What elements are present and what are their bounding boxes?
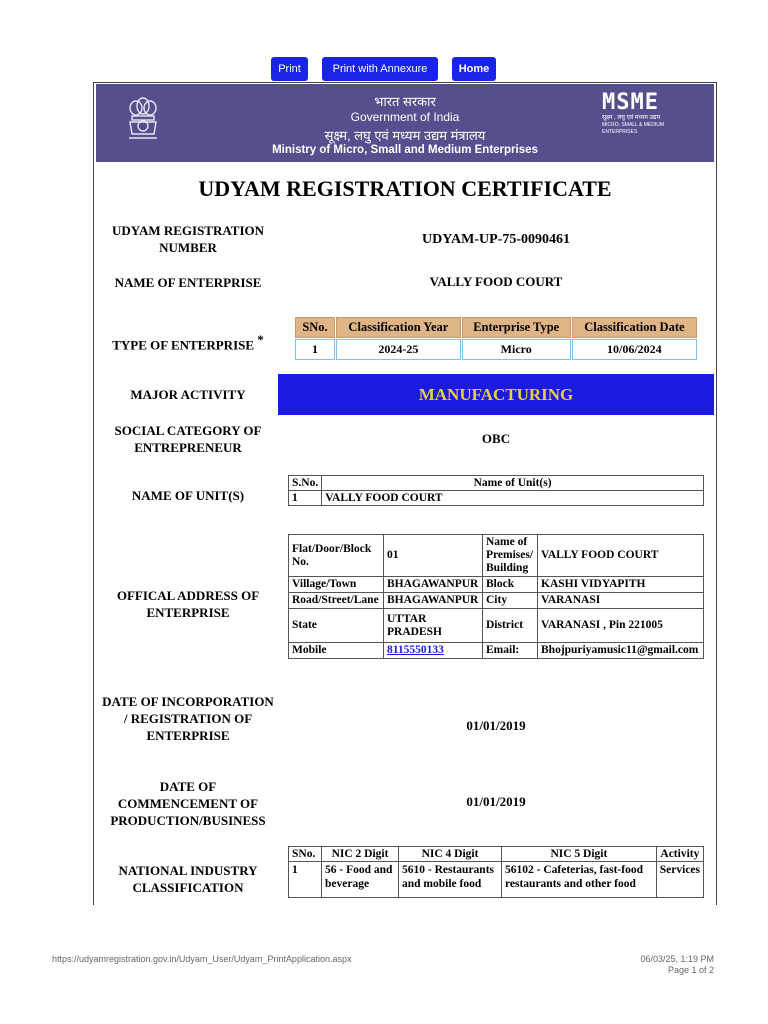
- table-cell: VALLY FOOD COURT: [322, 491, 704, 506]
- table-cell: 1: [289, 862, 322, 898]
- enterprise-type-label-text: TYPE OF ENTERPRISE: [112, 337, 255, 353]
- ministry-label: Ministry of Micro, Small and Medium Enterprises: [272, 144, 538, 156]
- table-header-cell: NIC 2 Digit: [322, 847, 399, 862]
- units-table: [288, 475, 704, 506]
- reg-number-label: UDYAM REGISTRATION NUMBER: [111, 223, 265, 255]
- document-border-left: [93, 82, 94, 905]
- table-header-cell: SNo.: [289, 847, 322, 862]
- document-border-right: [716, 82, 717, 905]
- address-table: [288, 534, 704, 659]
- major-activity-value: MANUFACTURING: [278, 374, 714, 415]
- msme-logo-text: MSME: [602, 90, 659, 115]
- table-header-row: [295, 317, 697, 338]
- hindi-government-label: भारत सरकार: [374, 94, 436, 109]
- table-header-cell: NIC 5 Digit: [502, 847, 657, 862]
- toolbar: [0, 57, 768, 81]
- table-cell: 56102 - Cafeterias, fast-food restaurants and other food: [502, 862, 657, 898]
- nic-label: NATIONAL INDUSTRY CLASSIFICATION: [118, 863, 258, 895]
- table-row: [289, 535, 704, 577]
- msme-logo-english: MICRO, SMALL & MEDIUM ENTERPRISES: [602, 122, 665, 135]
- commencement-label: DATE OF COMMENCEMENT OF PRODUCTION/BUSINESS: [110, 779, 266, 828]
- state-label: State: [289, 609, 384, 643]
- units-label: NAME OF UNIT(S): [131, 488, 245, 503]
- flat-label: Flat/Door/Block No.: [289, 535, 384, 577]
- district-label: District: [483, 609, 538, 643]
- enterprise-type-table: [294, 316, 698, 361]
- table-row: [295, 339, 697, 360]
- table-header-cell: Classification Year: [336, 317, 461, 338]
- social-category-label: SOCIAL CATEGORY OF ENTREPRENEUR: [114, 423, 262, 455]
- table-header-cell: NIC 4 Digit: [399, 847, 502, 862]
- required-star: *: [257, 332, 264, 347]
- footer-url: https://udyamregistration.gov.in/Udyam_User/Udyam_PrintApplication.aspx: [52, 954, 352, 964]
- village-value: BHAGAWANPUR: [384, 577, 483, 593]
- mobile-cell: [384, 643, 483, 659]
- enterprise-type-label: [100, 331, 276, 353]
- government-label: Government of India: [350, 110, 460, 124]
- enterprise-name-label: NAME OF ENTERPRISE: [114, 275, 262, 290]
- document-border-top: [93, 82, 717, 83]
- home-button[interactable]: Home: [452, 57, 496, 81]
- road-label: Road/Street/Lane: [289, 593, 384, 609]
- table-row: [289, 643, 704, 659]
- village-label: Village/Town: [289, 577, 384, 593]
- hindi-ministry-label: सूक्ष्म, लघु एवं मध्यम उद्यम मंत्रालय: [324, 128, 486, 143]
- address-label: OFFICAL ADDRESS OF ENTERPRISE: [116, 588, 260, 620]
- table-cell: Services: [656, 862, 703, 898]
- city-value: VARANASI: [538, 593, 704, 609]
- enterprise-name-value: VALLY FOOD COURT: [429, 274, 563, 289]
- table-header-cell: Name of Unit(s): [322, 476, 704, 491]
- table-cell: Micro: [462, 339, 571, 360]
- commencement-date: 01/01/2019: [466, 794, 526, 809]
- print-with-annexure-button[interactable]: Print with Annexure: [322, 57, 438, 81]
- footer-page-number: Page 1 of 2: [667, 965, 714, 975]
- table-row: [289, 862, 704, 898]
- table-header-cell: Enterprise Type: [462, 317, 571, 338]
- table-header-cell: Activity: [656, 847, 703, 862]
- certificate-title: UDYAM REGISTRATION CERTIFICATE: [198, 176, 612, 201]
- table-row: [289, 593, 704, 609]
- block-label: Block: [483, 577, 538, 593]
- nic-table: [288, 846, 704, 898]
- mobile-link[interactable]: 8115550133: [387, 644, 444, 656]
- reg-number-value: UDYAM-UP-75-0090461: [421, 232, 571, 247]
- table-header-row: [289, 476, 704, 491]
- table-cell: 56 - Food and beverage: [322, 862, 399, 898]
- msme-logo: [602, 92, 698, 136]
- table-cell: 1: [295, 339, 335, 360]
- state-value: UTTAR PRADESH: [384, 609, 483, 643]
- premises-value: VALLY FOOD COURT: [538, 535, 704, 577]
- table-cell: 1: [289, 491, 322, 506]
- social-category-value: OBC: [481, 431, 511, 446]
- table-cell: 10/06/2024: [572, 339, 697, 360]
- email-label: Email:: [483, 643, 538, 659]
- table-header-row: [289, 847, 704, 862]
- table-header-cell: SNo.: [295, 317, 335, 338]
- email-value: Bhojpuriyamusic11@gmail.com: [538, 643, 704, 659]
- table-row: [289, 491, 704, 506]
- table-cell: 2024-25: [336, 339, 461, 360]
- print-button[interactable]: Print: [271, 57, 308, 81]
- incorporation-label: DATE OF INCORPORATION / REGISTRATION OF ENTERPRISE: [102, 694, 274, 743]
- table-row: [289, 609, 704, 643]
- table-header-cell: S.No.: [289, 476, 322, 491]
- district-value: VARANASI , Pin 221005: [538, 609, 704, 643]
- mobile-label: Mobile: [289, 643, 384, 659]
- table-row: [289, 577, 704, 593]
- block-value: KASHI VIDYAPITH: [538, 577, 704, 593]
- flat-value: 01: [384, 535, 483, 577]
- major-activity-label: MAJOR ACTIVITY: [130, 387, 246, 402]
- table-cell: 5610 - Restaurants and mobile food: [399, 862, 502, 898]
- road-value: BHAGAWANPUR: [384, 593, 483, 609]
- city-label: City: [483, 593, 538, 609]
- ministry-banner: [96, 84, 714, 162]
- footer-datetime: 06/03/25, 1:19 PM: [640, 954, 714, 964]
- msme-logo-hindi: सूक्ष्म , लघु एवं मध्यम उद्यम: [602, 115, 661, 121]
- premises-label: Name of Premises/ Building: [483, 535, 538, 577]
- incorporation-date: 01/01/2019: [466, 718, 526, 733]
- table-header-cell: Classification Date: [572, 317, 697, 338]
